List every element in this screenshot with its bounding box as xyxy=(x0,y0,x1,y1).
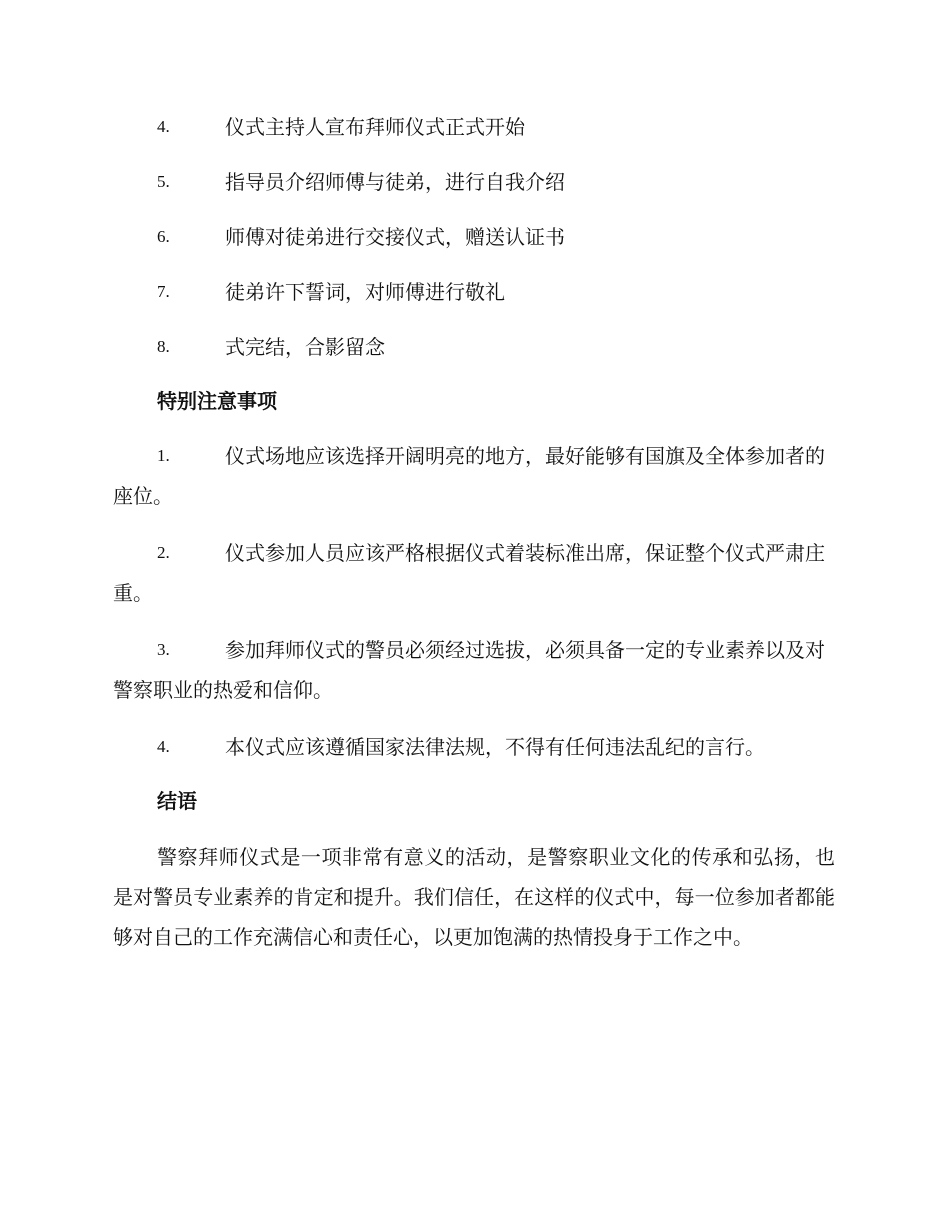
item-text: 师傅对徒弟进行交接仪式，赠送认证书 xyxy=(225,225,565,249)
conclusion-heading: 结语 xyxy=(157,789,197,813)
item-number: 4. xyxy=(157,117,170,136)
note-item xyxy=(113,630,835,710)
item-number: 7. xyxy=(157,282,170,301)
procedure-item xyxy=(113,162,835,202)
item-number: 3. xyxy=(157,640,170,659)
item-text: 参加拜师仪式的警员必须经过选拔，必须具备一定的专业素养以及对警察职业的热爱和信仰。 xyxy=(113,638,825,702)
item-text: 徒弟许下誓词，对师傅进行敬礼 xyxy=(225,280,505,304)
item-number: 5. xyxy=(157,172,170,191)
item-text: 仪式参加人员应该严格根据仪式着装标准出席，保证整个仪式严肃庄重。 xyxy=(113,541,825,605)
item-text: 式完结，合影留念 xyxy=(225,335,385,359)
conclusion-paragraph: 警察拜师仪式是一项非常有意义的活动，是警察职业文化的传承和弘扬，也是对警员专业素养的肯定和提升。我们信任，在这样的仪式中，每一位参加者都能够对自己的工作充满信心和责任心，以更加饱满的热情投身于工作之中。 xyxy=(113,845,835,949)
procedure-item xyxy=(113,327,835,367)
procedure-item xyxy=(113,107,835,147)
procedure-item xyxy=(113,272,835,312)
note-item xyxy=(113,727,835,767)
item-text: 指导员介绍师傅与徒弟，进行自我介绍 xyxy=(225,170,565,194)
item-number: 4. xyxy=(157,737,170,756)
item-number: 8. xyxy=(157,337,170,356)
item-text: 仪式主持人宣布拜师仪式正式开始 xyxy=(225,115,525,139)
item-text: 本仪式应该遵循国家法律法规，不得有任何违法乱纪的言行。 xyxy=(225,735,765,759)
item-text: 仪式场地应该选择开阔明亮的地方，最好能够有国旗及全体参加者的座位。 xyxy=(113,444,825,508)
item-number: 6. xyxy=(157,227,170,246)
item-number: 2. xyxy=(157,543,170,562)
item-number: 1. xyxy=(157,446,170,465)
note-item xyxy=(113,533,835,613)
note-item xyxy=(113,436,835,516)
notes-heading: 特别注意事项 xyxy=(157,389,277,413)
procedure-item xyxy=(113,217,835,257)
